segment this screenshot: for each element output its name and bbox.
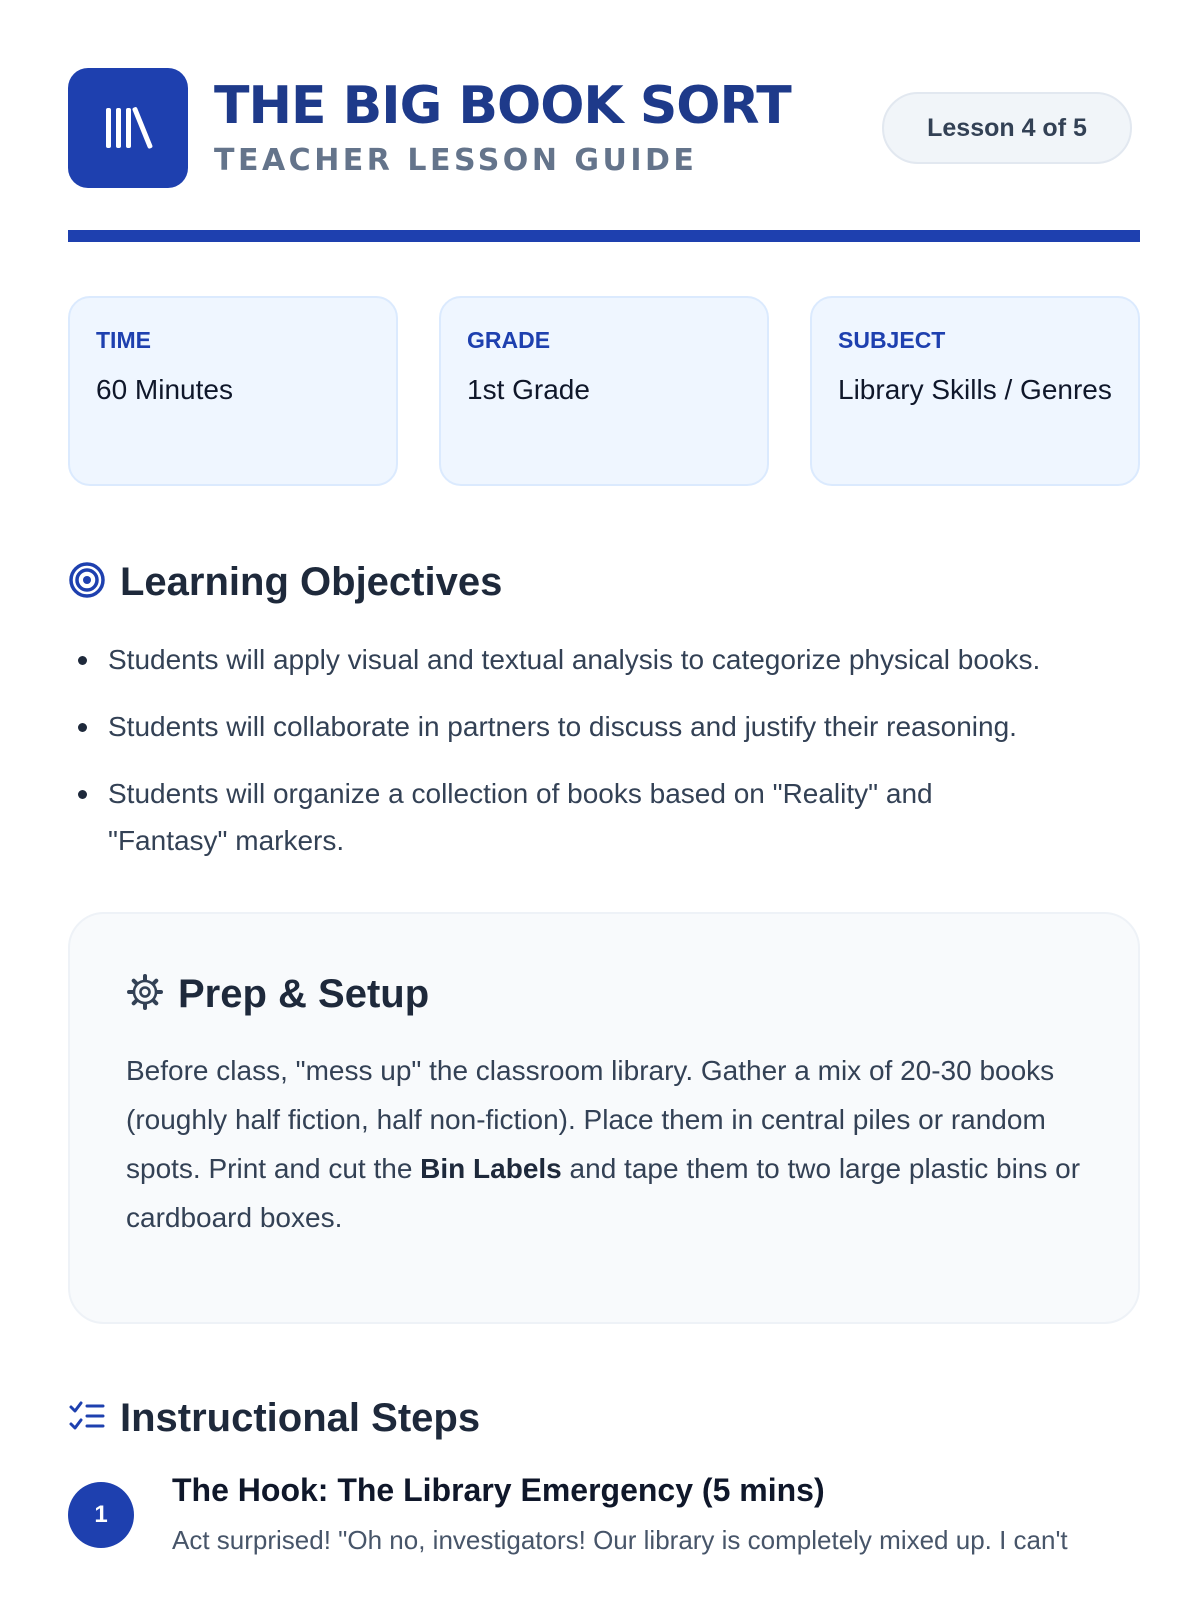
prep-text: [126, 1046, 1082, 1242]
bin-labels-emphasis: Bin Labels: [420, 1153, 562, 1184]
grade-value: 1st Grade: [467, 374, 590, 405]
step-number: 1: [68, 1482, 134, 1548]
title-block: [214, 78, 882, 178]
subject-label: SUBJECT: [838, 327, 946, 353]
header: [68, 68, 1132, 188]
prep-text-part: and tape them to two large plastic bins or cardboard boxes.: [126, 1153, 1081, 1233]
page-title: THE BIG BOOK SORT: [214, 76, 791, 136]
steps-title: Instructional Steps: [120, 1396, 481, 1440]
step-title: The Hook: The Library Emergency (5 mins): [172, 1472, 825, 1508]
step-body: [172, 1468, 1068, 1560]
subject-card: [810, 296, 1140, 486]
objectives-list: [68, 636, 1132, 864]
grade-label: GRADE: [467, 327, 551, 353]
header-divider: [68, 230, 1140, 242]
grade-card: [439, 296, 769, 486]
time-card: [68, 296, 398, 486]
step-item: [68, 1468, 1132, 1560]
objective-item: Students will collaborate in partners to discuss and justify their reasoning.: [68, 703, 1132, 750]
objective-item: Students will apply visual and textual analysis to categorize physical books.: [68, 636, 1132, 683]
library-books-icon: [68, 68, 188, 188]
target-icon: [68, 561, 106, 604]
steps-heading: [68, 1394, 1132, 1442]
page-subtitle: TEACHER LESSON GUIDE: [214, 143, 698, 178]
prep-text-part: Before class, "mess up" the classroom library. Gather a mix of 20-30 books (roughly half fiction, half non-fiction). Place them in central piles or random spots. Print and cut the: [126, 1055, 1055, 1184]
lesson-badge: Lesson 4 of 5: [882, 92, 1132, 164]
time-label: TIME: [96, 327, 151, 353]
meta-row: [68, 296, 1140, 486]
objective-item: Students will organize a collection of books based on "Reality" and "Fantasy" markers.: [68, 770, 1132, 864]
checklist-icon: [68, 1397, 106, 1440]
prep-heading: [126, 970, 1082, 1018]
time-value: 60 Minutes: [96, 374, 233, 405]
prep-title: Prep & Setup: [178, 972, 430, 1016]
step-text: Act surprised! "Oh no, investigators! Our library is completely mixed up. I can't: [172, 1525, 1068, 1555]
subject-value: Library Skills / Genres: [838, 374, 1112, 405]
gear-icon: [126, 973, 164, 1016]
objectives-title: Learning Objectives: [120, 560, 503, 604]
objectives-heading: [68, 558, 1132, 606]
prep-box: [68, 912, 1140, 1324]
